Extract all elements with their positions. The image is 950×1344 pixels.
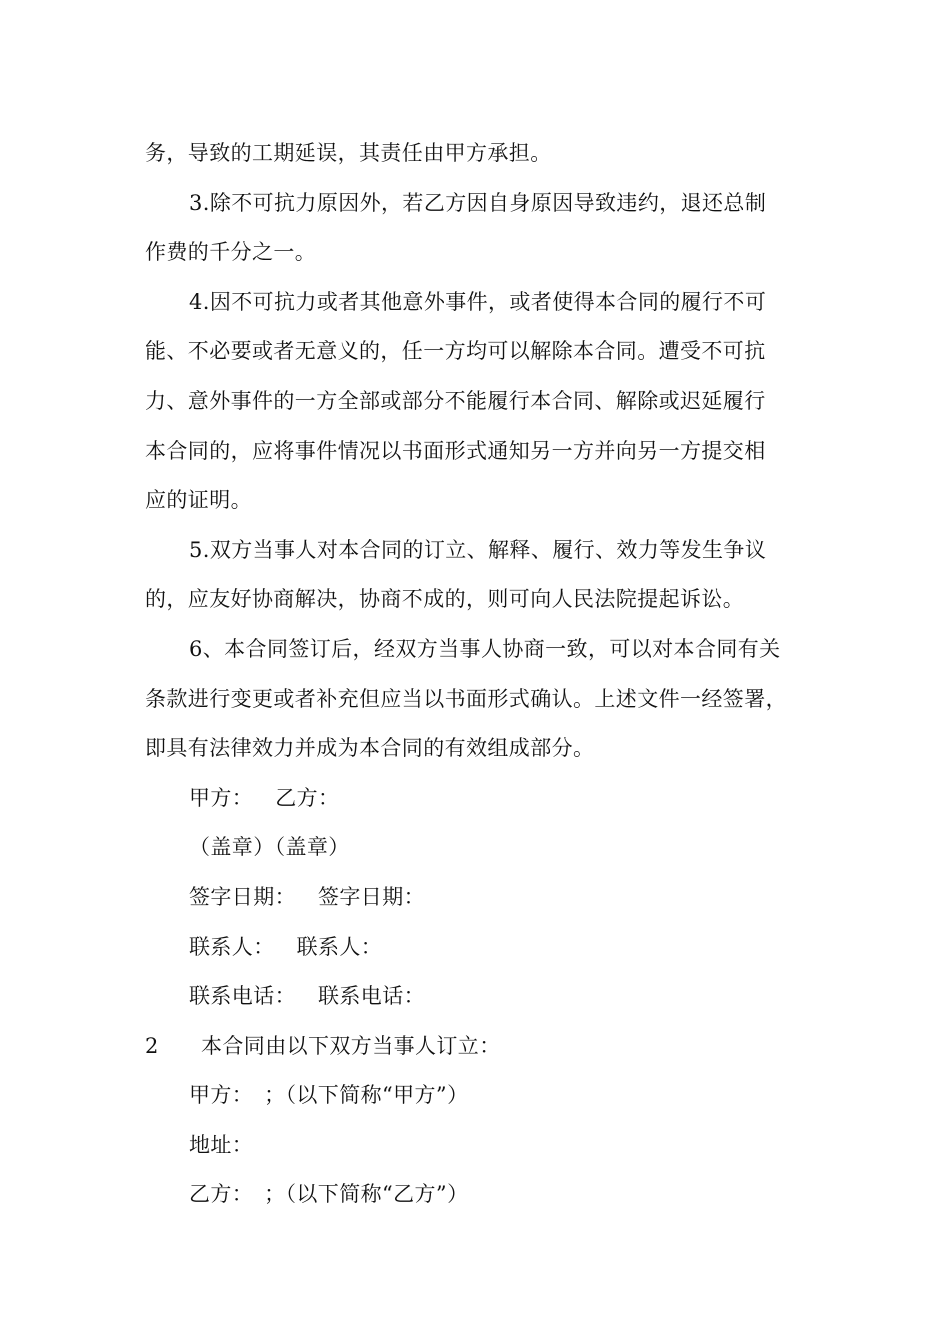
paragraph-clause-5 (145, 526, 825, 625)
document-body (145, 129, 825, 1220)
seal-a-label: （盖章） (189, 835, 275, 860)
section-number: 2 (145, 1033, 159, 1058)
phone-a-label: 联系电话： (189, 984, 296, 1009)
text-line: 务，导致的工期延误，其责任由甲方承担。 (145, 141, 552, 165)
party-a-label: 甲方： (189, 785, 254, 810)
text-line: 3.除不可抗力原因外，若乙方因自身原因导致违约，退还总制 (189, 190, 767, 215)
text-line: 的，应友好协商解决，协商不成的，则可向人民法院提起诉讼。 (145, 587, 745, 612)
text-line: 能、不必要或者无意义的，任一方均可以解除本合同。遭受不可抗 (145, 339, 766, 364)
paragraph-clause-4 (145, 278, 825, 526)
address-line: 地址： (189, 1132, 254, 1157)
text-line: 6、本合同签订后，经双方当事人协商一致，可以对本合同有关 (189, 636, 781, 661)
contact-a-label: 联系人： (189, 934, 275, 959)
signature-seal-row (145, 823, 825, 873)
signature-date-row (145, 873, 825, 923)
text-line: 条款进行变更或者补充但应当以书面形式确认。上述文件一经签署， (145, 686, 787, 711)
text-line: 应的证明。 (145, 488, 252, 513)
party-b-intro-line: 乙方： ；（以下简称“乙方”） (189, 1182, 469, 1207)
text-line: 作费的千分之一。 (145, 240, 317, 265)
signature-contact-row (145, 923, 825, 973)
contact-b-label: 联系人： (296, 934, 383, 959)
paragraph-clause-3 (145, 179, 825, 278)
text-line: 即具有法律效力并成为本合同的有效组成部分。 (145, 736, 595, 761)
text-line: 5.双方当事人对本合同的订立、解释、履行、效力等发生争议 (189, 537, 767, 562)
phone-b-label: 联系电话： (318, 984, 425, 1009)
date-a-label: 签字日期： (189, 884, 296, 909)
signature-phone-row (145, 972, 825, 1022)
text-line: 力、意外事件的一方全部或部分不能履行本合同、解除或迟延履行 (145, 388, 766, 413)
date-b-label: 签字日期： (318, 884, 425, 909)
section-title: 本合同由以下双方当事人订立： (201, 1033, 501, 1058)
paragraph-clause-6 (145, 625, 825, 774)
section-2-heading (145, 1022, 825, 1072)
signature-block (145, 774, 825, 1022)
text-line: 本合同的，应将事件情况以书面形式通知另一方并向另一方提交相 (145, 438, 766, 463)
party-a-intro-line: 甲方： ；（以下简称“甲方”） (189, 1083, 469, 1108)
seal-b-label: （盖章） (274, 835, 350, 860)
section-2 (145, 1022, 825, 1220)
party-b-label: 乙方： (275, 785, 340, 810)
signature-party-row (145, 774, 825, 824)
paragraph-liability-continuation (145, 129, 825, 179)
text-line: 4.因不可抗力或者其他意外事件，或者使得本合同的履行不可 (189, 289, 767, 314)
